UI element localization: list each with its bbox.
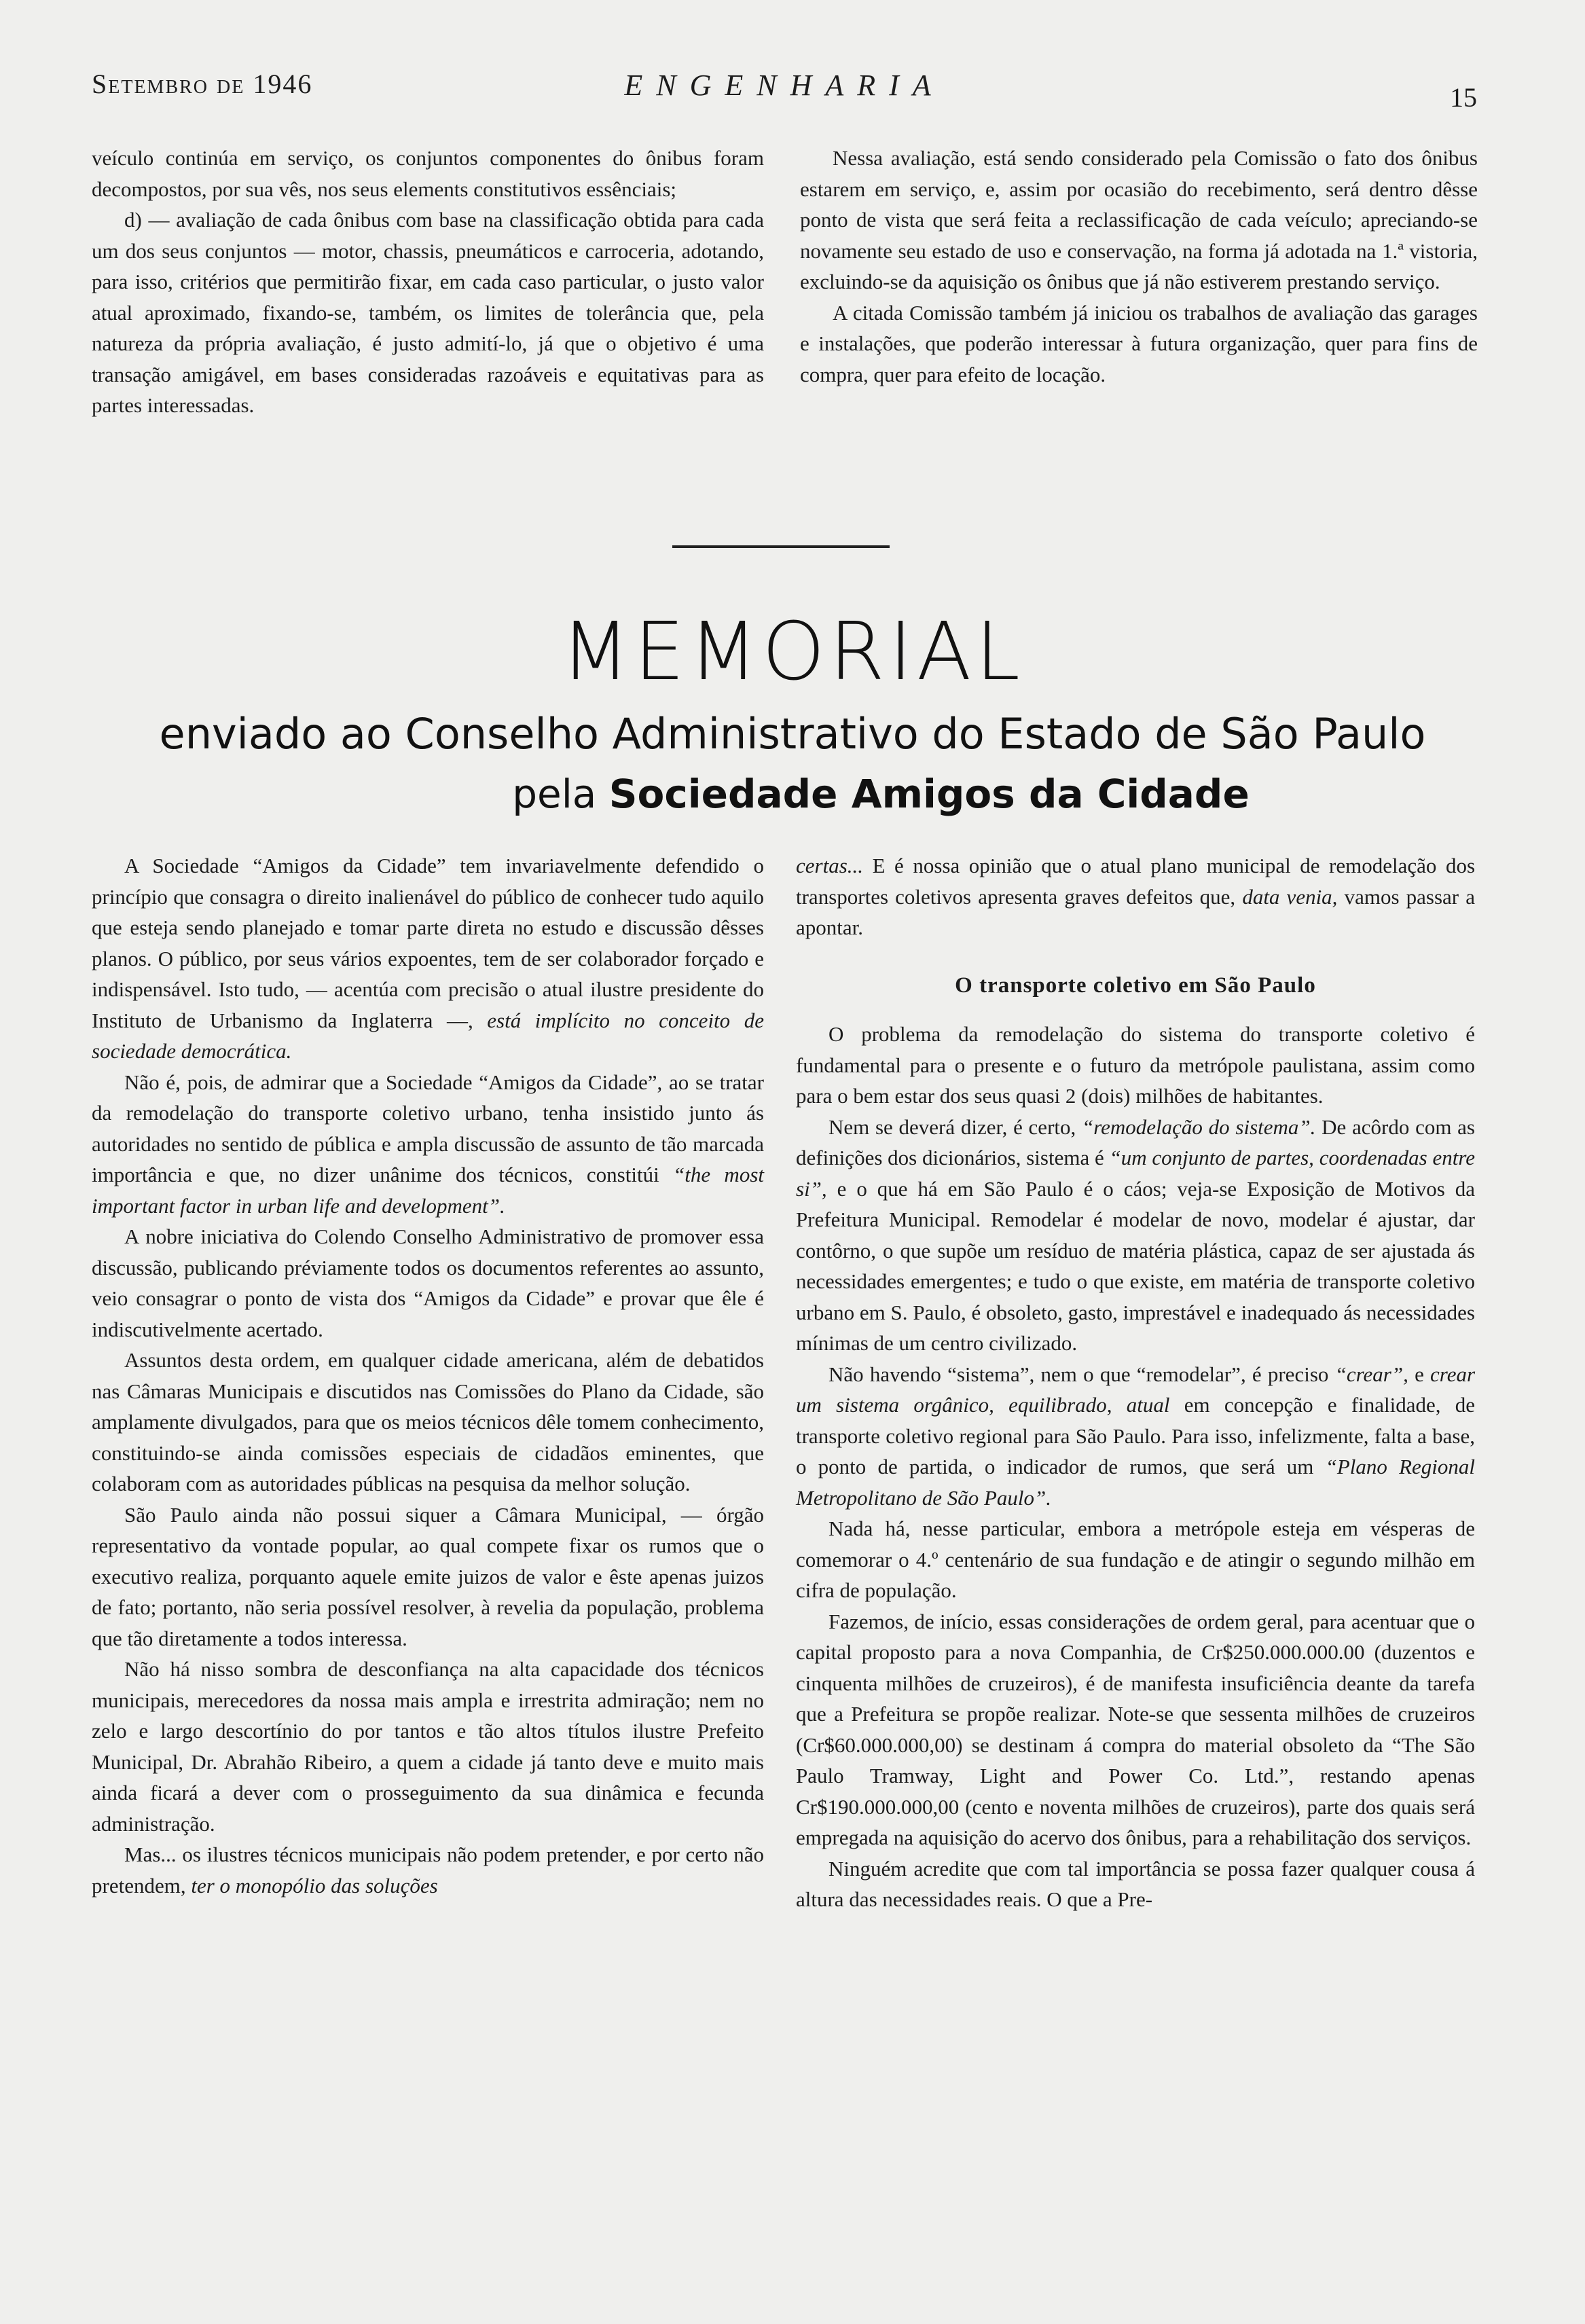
top-left-column bbox=[92, 143, 764, 421]
paragraph: Ninguém acredite que com tal importância se possa fazer qualquer cousa á altura das necessidades reais. O que a Pre- bbox=[796, 1856, 1475, 1911]
paragraph: A nobre iniciativa do Colendo Conselho Administrativo de promover essa discussão, publicando préviamente todos os documentos referentes ao assunto, veio consagrar o ponto de vista dos “Amigos da Cidade” e provar que êle é indiscutivelmente acertado. bbox=[92, 1224, 764, 1341]
page-number: 15 bbox=[1450, 82, 1477, 113]
article-title: MEMORIAL bbox=[560, 604, 1025, 698]
paragraph: O problema da remodelação do sistema do transporte coletivo é fundamental para o presente e o futuro da metrópole paulistana, assim como para o bem estar dos seus quasi 2 (dois) milhões de habitantes. bbox=[796, 1022, 1475, 1108]
paragraph: d) — avaliação de cada ônibus com base na classificação obtida para cada um dos seus conjuntos — motor, chassis, pneumáticos e carroceria, adotando, para isso, critérios que permitirão fixar, em cada caso particular, o justo valor atual aproximado, fixando-se, também, os limites de tolerância que, pela natureza da própria avaliação, é justo admití-lo, já que o objetivo é uma transação amigável, em bases consideradas razoáveis e equitativas para as partes interessadas. bbox=[92, 208, 764, 417]
paragraph: São Paulo ainda não possui siquer a Câmara Municipal, — órgão representativo da vontade popular, ao qual compete fixar os rumos que o executivo realiza, porquanto aquele emite juizos de valor e êste apenas juizos de fato; portanto, não seria possível resolver, à revelia da população, problema que tão diretamente a todos interessa. bbox=[92, 1502, 764, 1650]
paragraph: Assuntos desta ordem, em qualquer cidade americana, além de debatidos nas Câmaras Municipais e discutidos nas Comissões do Plano da Cidade, são amplamente divulgados, para que os meios técnicos dêle tomem conhecimento, constituindo-se ainda comissões especiais de cidadãos eminentes, que colaboram com as autoridades públicas na pesquisa da melhor solução. bbox=[92, 1348, 764, 1495]
paragraph: veículo continúa em serviço, os conjuntos componentes do ônibus foram decompostos, por sua vês, nos seus elements constitutivos essênciais; bbox=[92, 146, 764, 201]
page-header bbox=[92, 68, 1477, 115]
byline-organization: Sociedade Amigos da Cidade bbox=[608, 771, 1250, 817]
article-subtitle: enviado ao Conselho Administrativo do Estado de São Paulo bbox=[159, 709, 1426, 759]
paragraph: Nem se deverá dizer, é certo, “remodelação do sistema”. De acôrdo com as definições dos dicionários, sistema é “um conjunto de partes, coordenadas entre si”, e o que há em São Paulo é o cáos; veja-se Exposição de Motivos da Prefeitura Municipal. Remodelar é modelar de novo, modelar é ajustar, dar contôrno, o que supõe um resíduo de matéria plástica, capaz de ser ajustada ás necessidades emergentes; e tudo o que existe, em matéria de transporte coletivo urbano em S. Paulo, é obsoleto, gasto, imprestável e inadequado ás necessidades mínimas de um centro civilizado. bbox=[796, 1114, 1476, 1355]
section-divider bbox=[672, 545, 890, 548]
journal-title: ENGENHARIA bbox=[624, 69, 945, 102]
paragraph: Mas... os ilustres técnicos municipais não podem pretender, e por certo não pretendem, ter o monopólio das soluções bbox=[92, 1842, 764, 1898]
paragraph: certas... E é nossa opinião que o atual plano municipal de remodelação dos transportes coletivos apresenta graves defeitos que, data venia, vamos passar a apontar. bbox=[796, 854, 1476, 939]
paragraph: A Sociedade “Amigos da Cidade” tem invariavelmente defendido o princípio que consagra o direito inalienável do público de conhecer tudo aquilo que esteja sendo planejado e tomar parte direta no estudo e discussão dêsses planos. O público, por seus vários expoentes, tem de ser colaborador forçado e indispensável. Isto tudo, — acentúa com precisão o atual ilustre presidente do Instituto de Urbanismo da Inglaterra —, está implícito no conceito de sociedade democrática. bbox=[92, 854, 764, 1063]
paragraph: Não é, pois, de admirar que a Sociedade “Amigos da Cidade”, ao se tratar da remodelação do transporte coletivo urbano, tenha insistido junto ás autoridades no sentido de pública e ampla discussão de assunto de tão marcada importância e que, no dizer unânime dos técnicos, constitúi “the most important factor in urban life and development”. bbox=[92, 1070, 764, 1218]
paragraph: A citada Comissão também já iniciou os trabalhos de avaliação das garages e instalações, que poderão interessar à futura organização, quer para fins de compra, quer para efeito de locação. bbox=[800, 300, 1478, 386]
byline-prefix: pela bbox=[512, 771, 597, 817]
section-heading: O transporte coletivo em São Paulo bbox=[955, 973, 1316, 998]
article-right-column bbox=[796, 850, 1475, 1915]
paragraph: Não há nisso sombra de desconfiança na alta capacidade dos técnicos municipais, merecedores da nossa mais ampla e irrestrita admiração; nem no zelo e largo descortínio do por tantos e tão altos títulos ilustre Prefeito Municipal, Dr. Abrahão Ribeiro, a quem a cidade já tanto deve e muito mais ainda ficará a dever com o prosseguimento da sua dinâmica e fecunda administração. bbox=[92, 1657, 764, 1836]
top-right-column bbox=[800, 143, 1478, 390]
paragraph: Não havendo “sistema”, nem o que “remodelar”, é preciso “crear”, e crear um sistema orgânico, equilibrado, atual em concepção e finalidade, de transporte coletivo regional para São Paulo. Para isso, infelizmente, falta a base, o ponto de partida, o indicador de rumos, que será um “Plano Regional Metropolitano de São Paulo”. bbox=[796, 1362, 1476, 1510]
paragraph: Fazemos, de início, essas considerações de ordem geral, para acentuar que o capital proposto para a nova Companhia, de Cr$250.000.000.00 (duzentos e cinquenta milhões de cruzeiros), é de manifesta insuficiência deante da tarefa que a Prefeitura se propõe realizar. Note-se que sessenta milhões de cruzeiros (Cr$60.000.000,00) se destinam á compra do material obsoleto da “The São Paulo Tramway, Light and Power Co. Ltd.”, restando apenas Cr$190.000.000,00 (cento e noventa milhões de cruzeiros), parte dos quais será empregada na aquisição do acervo dos ônibus, para a rehabilitação dos serviços. bbox=[796, 1609, 1475, 1849]
article-left-column bbox=[92, 850, 764, 1901]
paragraph: Nada há, nesse particular, embora a metrópole esteja em vésperas de comemorar o 4.º centenário de sua fundação e de atingir o segundo milhão em cifra de população. bbox=[796, 1517, 1475, 1602]
issue-date: Setembro de 1946 bbox=[92, 69, 313, 99]
article-subtitle-byline bbox=[0, 771, 1585, 817]
paragraph: Nessa avaliação, está sendo considerado pela Comissão o fato dos ônibus estarem em serviço, e, assim por ocasião do recebimento, será dentro dêsse ponto de vista que será feita a reclassificação de cada veículo; apreciando-se novamente seu estado de uso e conservação, na forma já adotada na 1.ª vistoria, excluindo-se da aquisição os ônibus que já não estiverem prestando serviço. bbox=[800, 146, 1478, 293]
